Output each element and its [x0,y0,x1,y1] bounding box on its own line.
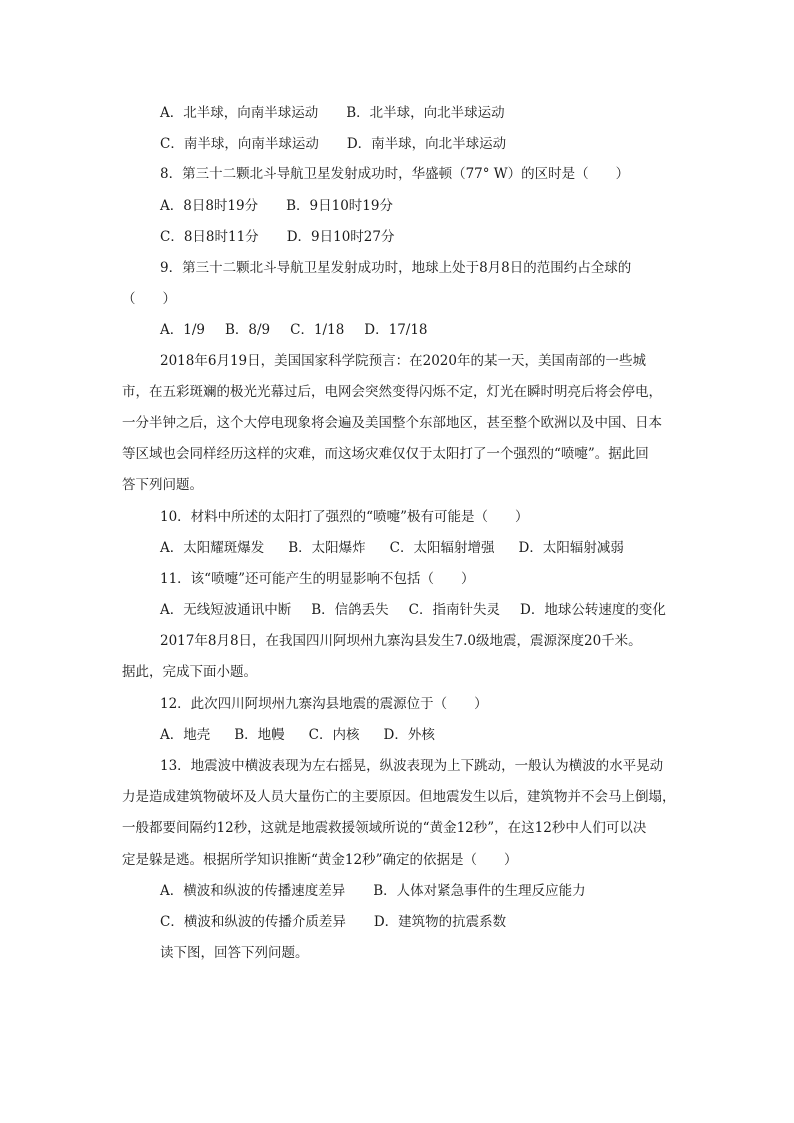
q11-options [160,600,666,620]
q8-option-a: A．8日8时19分 [160,198,259,214]
q9-stem: 9．第三十二颗北斗导航卫星发射成功时，地球上处于8月8日的范围约占全球的 [160,260,632,276]
q13-option-a: A．横波和纵波的传播速度差异 [160,883,346,899]
q8-stem: 8．第三十二颗北斗导航卫星发射成功时，华盛顿（77° W）的区时是（ ） [160,166,630,182]
q11-stem: 11．该“喷嚏”还可能产生的明显影响不包括（ ） [160,571,475,587]
q13-option-d: D．建筑物的抗震系数 [373,914,507,930]
q8-options-row2 [160,227,394,247]
q9-option-a: A．1/9 [160,322,205,338]
closing-instruction: 读下图，回答下列问题。 [160,945,309,961]
q13-stem-line3: 一般都要间隔约12秒，这就是地震救援领域所说的“黄金12秒”，在这12秒中人们可以决 [122,820,647,836]
passage1-line5: 答下列问题。 [122,477,203,493]
q13-stem-line4: 定是躲是逃。根据所学知识推断“黄金12秒”确定的依据是（ ） [122,852,518,868]
passage2-line1: 2017年8月8日，在我国四川阿坝州九寨沟县发生7.0级地震，震源深度20千米。 [160,633,642,649]
q13-options-row2 [160,912,506,932]
q13-stem-line1: 13．地震波中横波表现为左右摇晃，纵波表现为上下跳动，一般认为横波的水平晃动 [160,758,664,774]
q11-option-a: A．无线短波通讯中断 [160,602,292,618]
passage1-line1: 2018年6月19日，美国国家科学院预言：在2020年的某一天，美国南部的一些城 [160,353,646,369]
q12-stem: 12．此次四川阿坝州九寨沟县地震的震源位于（ ） [160,696,488,712]
q8-option-d: D．9日10时27分 [286,229,395,245]
q13-options-row1 [160,881,586,901]
q8-options-row1 [160,196,393,216]
q10-options [160,538,624,558]
q8-option-c: C．8日8时11分 [160,229,259,245]
q9-stem-bracket: （ ） [122,291,176,307]
passage1-line4: 等区域也会同样经历这样的灾难，而这场灾难仅仅于太阳打了一个强烈的“喷嚏”。据此回 [122,446,649,462]
q9-option-d: D．17/18 [364,322,428,338]
q7-option-d: D．南半球，向北半球运动 [346,136,507,152]
q12-option-c: C．内核 [308,727,360,743]
q13-stem-line2: 力是造成建筑物破坏及人员大量伤亡的主要原因。但地震发生以后，建筑物并不会马上倒塌， [122,789,676,805]
q9-option-b: B．8/9 [224,322,271,338]
q10-option-b: B．太阳爆炸 [288,540,366,556]
q10-stem: 10．材料中所述的太阳打了强烈的“喷嚏”极有可能是（ ） [160,509,529,525]
q7-option-a: A．北半球，向南半球运动 [160,105,319,121]
q13-option-c: C．横波和纵波的传播介质差异 [160,914,346,930]
q10-option-a: A．太阳耀斑爆发 [160,540,265,556]
passage2-line2: 据此，完成下面小题。 [122,664,257,680]
q11-option-b: B．信鸽丢失 [311,602,389,618]
q7-option-b: B．北半球，向北半球运动 [346,105,505,121]
passage1-line3: 一分半钟之后，这个大停电现象将会遍及美国整个东部地区，甚至整个欧洲以及中国、日本 [122,415,662,431]
q7-options-row2 [160,134,506,154]
q8-option-b: B．9日10时19分 [286,198,393,214]
passage1-line2: 市，在五彩斑斓的极光光幕过后，电网会突然变得闪烁不定，灯光在瞬时明亮后将会停电， [122,384,662,400]
q12-options [160,725,435,745]
q12-option-b: B．地幔 [234,727,285,743]
q10-option-d: D．太阳辐射减弱 [518,540,624,556]
q13-option-b: B．人体对紧急事件的生理反应能力 [373,883,586,899]
q7-option-c: C．南半球，向南半球运动 [160,136,319,152]
q9-option-c: C．1/18 [290,322,345,338]
q9-options [160,320,428,340]
q12-option-d: D．外核 [383,727,435,743]
q10-option-c: C．太阳辐射增强 [389,540,495,556]
q11-option-d: D．地球公转速度的变化 [520,602,666,618]
q7-options-row1 [160,103,505,123]
q11-option-c: C．指南针失灵 [408,602,501,618]
q12-option-a: A．地壳 [160,727,211,743]
